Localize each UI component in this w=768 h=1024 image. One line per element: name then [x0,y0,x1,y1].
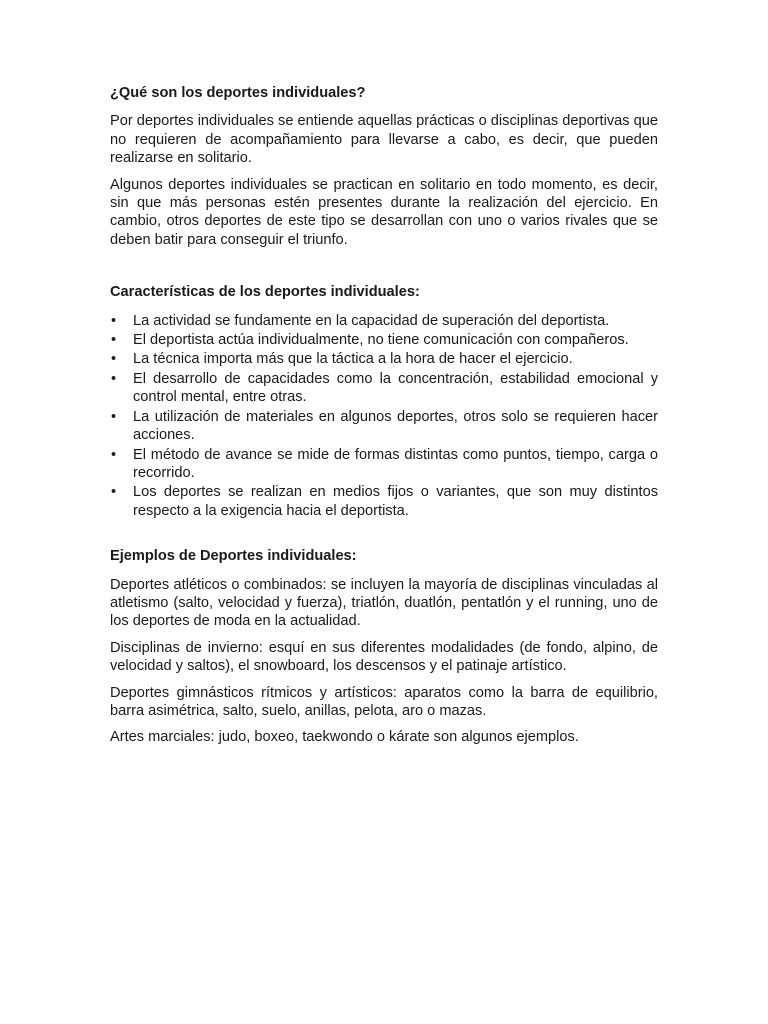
list-item [110,370,658,407]
list-item [110,331,658,349]
characteristics-list [110,312,658,520]
list-item-text: La técnica importa más que la táctica a la hora de hacer el ejercicio. [133,351,573,368]
list-item-text: El método de avance se mide de formas distintas como puntos, tiempo, carga o recorrido. [133,446,658,481]
section-heading: ¿Qué son los deportes individuales? [110,85,366,101]
bullet-icon: • [111,484,117,501]
paragraph: Deportes atléticos o combinados: se incluyen la mayoría de disciplinas vinculadas al atletismo (salto, velocidad y fuerza), triatlón, duatlón, pentatlón y el running, uno de los deportes de moda en la actualidad. [110,576,658,630]
section-examples [110,547,658,747]
section-characteristics [110,283,658,520]
list-item [110,350,658,368]
bullet-icon: • [111,370,117,387]
list-item [110,408,658,445]
document-page [110,84,658,755]
section-heading: Ejemplos de Deportes individuales: [110,548,357,565]
list-item-text: La actividad se fundamente en la capacidad de superación del deportista. [133,312,610,329]
bullet-icon: • [111,332,117,349]
paragraph: Deportes gimnásticos rítmicos y artísticos: aparatos como la barra de equilibrio, barra asimétrica, salto, suelo, anillas, pelota, aro o mazas. [110,684,658,719]
section-what-are-individual-sports [110,84,658,249]
bullet-icon: • [111,408,117,425]
list-item-text: El desarrollo de capacidades como la concentración, estabilidad emocional y control mental, entre otras. [133,370,658,406]
paragraph: Artes marciales: judo, boxeo, taekwondo o kárate son algunos ejemplos. [110,729,579,746]
list-item [110,312,658,330]
section-spacer [110,257,658,283]
list-item-text: La utilización de materiales en algunos deportes, otros solo se requieren hacer acciones. [133,408,658,444]
bullet-icon: • [111,312,117,329]
bullet-icon: • [111,446,117,463]
section-heading: Características de los deportes individuales: [110,284,420,301]
list-item [110,446,658,483]
paragraph: Por deportes individuales se entiende aquellas prácticas o disciplinas deportivas que no requieren de acompañamiento para llevarse a cabo, es decir, que pueden realizarse en solitario. [110,113,658,167]
list-item [110,483,658,520]
paragraph: Algunos deportes individuales se practican en solitario en todo momento, es decir, sin que más personas estén presentes durante la realización del ejercicio. En cambio, otros deportes de este tipo se desarrollan con uno o varios rivales que se deben batir para conseguir el triunfo. [110,176,658,248]
paragraph: Disciplinas de invierno: esquí en sus diferentes modalidades (de fondo, alpino, de velocidad y saltos), el snowboard, los descensos y el patinaje artístico. [110,639,658,675]
list-item-text: El deportista actúa individualmente, no tiene comunicación con compañeros. [133,332,629,349]
list-item-text: Los deportes se realizan en medios fijos o variantes, que son muy distintos respecto a la exigencia hacia el deportista. [133,484,658,519]
bullet-icon: • [111,351,117,368]
section-spacer [110,521,658,547]
